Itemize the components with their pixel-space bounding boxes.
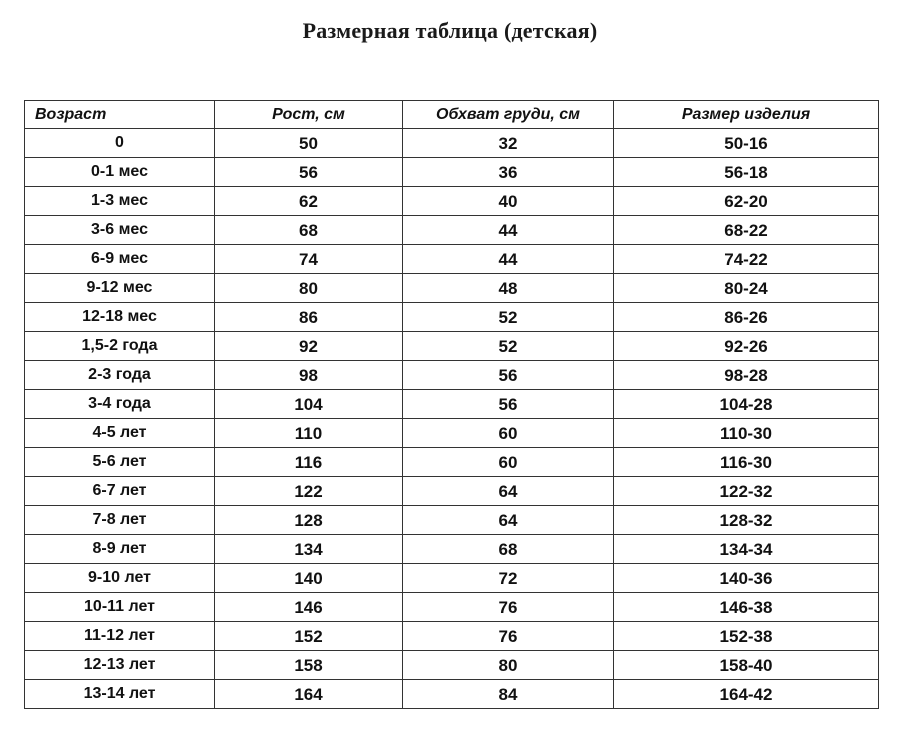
column-header-size: Размер изделия [614,101,879,129]
height-cell: 110 [215,419,403,448]
size-cell: 50-16 [614,129,879,158]
age-cell: 10-11 лет [25,593,215,622]
height-cell: 158 [215,651,403,680]
age-cell: 6-9 мес [25,245,215,274]
table-row [25,506,879,535]
height-cell: 134 [215,535,403,564]
size-cell: 92-26 [614,332,879,361]
chest-cell: 76 [403,593,614,622]
table-row [25,448,879,477]
chest-cell: 76 [403,622,614,651]
height-cell: 74 [215,245,403,274]
age-cell: 8-9 лет [25,535,215,564]
height-cell: 146 [215,593,403,622]
size-cell: 110-30 [614,419,879,448]
age-cell: 0 [25,129,215,158]
age-cell: 7-8 лет [25,506,215,535]
height-cell: 140 [215,564,403,593]
age-cell: 13-14 лет [25,680,215,709]
chest-cell: 64 [403,477,614,506]
size-cell: 164-42 [614,680,879,709]
table-row [25,274,879,303]
height-cell: 152 [215,622,403,651]
height-cell: 92 [215,332,403,361]
chest-cell: 52 [403,303,614,332]
size-cell: 122-32 [614,477,879,506]
size-cell: 116-30 [614,448,879,477]
table-row [25,245,879,274]
age-cell: 3-6 мес [25,216,215,245]
size-cell: 98-28 [614,361,879,390]
height-cell: 62 [215,187,403,216]
size-cell: 128-32 [614,506,879,535]
chest-cell: 84 [403,680,614,709]
age-cell: 9-10 лет [25,564,215,593]
table-row [25,622,879,651]
table-row [25,419,879,448]
chest-cell: 80 [403,651,614,680]
chest-cell: 68 [403,535,614,564]
size-cell: 158-40 [614,651,879,680]
column-header-age: Возраст [25,101,215,129]
age-cell: 0-1 мес [25,158,215,187]
height-cell: 122 [215,477,403,506]
size-cell: 140-36 [614,564,879,593]
table-row [25,187,879,216]
table-row [25,477,879,506]
chest-cell: 72 [403,564,614,593]
age-cell: 11-12 лет [25,622,215,651]
table-row [25,303,879,332]
table-row [25,680,879,709]
age-cell: 4-5 лет [25,419,215,448]
age-cell: 9-12 мес [25,274,215,303]
height-cell: 68 [215,216,403,245]
chest-cell: 64 [403,506,614,535]
chest-cell: 44 [403,216,614,245]
size-table [24,100,879,709]
table-header-row [25,101,879,129]
chest-cell: 56 [403,390,614,419]
table-row [25,535,879,564]
chest-cell: 48 [403,274,614,303]
height-cell: 116 [215,448,403,477]
table-row [25,129,879,158]
size-cell: 152-38 [614,622,879,651]
size-cell: 62-20 [614,187,879,216]
age-cell: 1,5-2 года [25,332,215,361]
chest-cell: 32 [403,129,614,158]
table-row [25,564,879,593]
size-cell: 86-26 [614,303,879,332]
table-row [25,158,879,187]
age-cell: 1-3 мес [25,187,215,216]
table-row [25,361,879,390]
page-title: Размерная таблица (детская) [302,18,598,43]
height-cell: 164 [215,680,403,709]
height-cell: 56 [215,158,403,187]
chest-cell: 44 [403,245,614,274]
chest-cell: 60 [403,419,614,448]
table-row [25,593,879,622]
column-header-height: Рост, см [215,101,403,129]
chest-cell: 40 [403,187,614,216]
height-cell: 128 [215,506,403,535]
height-cell: 50 [215,129,403,158]
size-cell: 56-18 [614,158,879,187]
age-cell: 12-18 мес [25,303,215,332]
table-body [25,129,879,709]
table-row [25,216,879,245]
chest-cell: 60 [403,448,614,477]
table-row [25,651,879,680]
height-cell: 98 [215,361,403,390]
age-cell: 2-3 года [25,361,215,390]
size-cell: 104-28 [614,390,879,419]
height-cell: 86 [215,303,403,332]
column-header-chest: Обхват груди, см [403,101,614,129]
table-row [25,332,879,361]
size-cell: 74-22 [614,245,879,274]
table-row [25,390,879,419]
size-cell: 146-38 [614,593,879,622]
chest-cell: 36 [403,158,614,187]
chest-cell: 52 [403,332,614,361]
chest-cell: 56 [403,361,614,390]
size-cell: 68-22 [614,216,879,245]
size-cell: 80-24 [614,274,879,303]
age-cell: 3-4 года [25,390,215,419]
age-cell: 5-6 лет [25,448,215,477]
height-cell: 80 [215,274,403,303]
age-cell: 12-13 лет [25,651,215,680]
age-cell: 6-7 лет [25,477,215,506]
size-cell: 134-34 [614,535,879,564]
height-cell: 104 [215,390,403,419]
